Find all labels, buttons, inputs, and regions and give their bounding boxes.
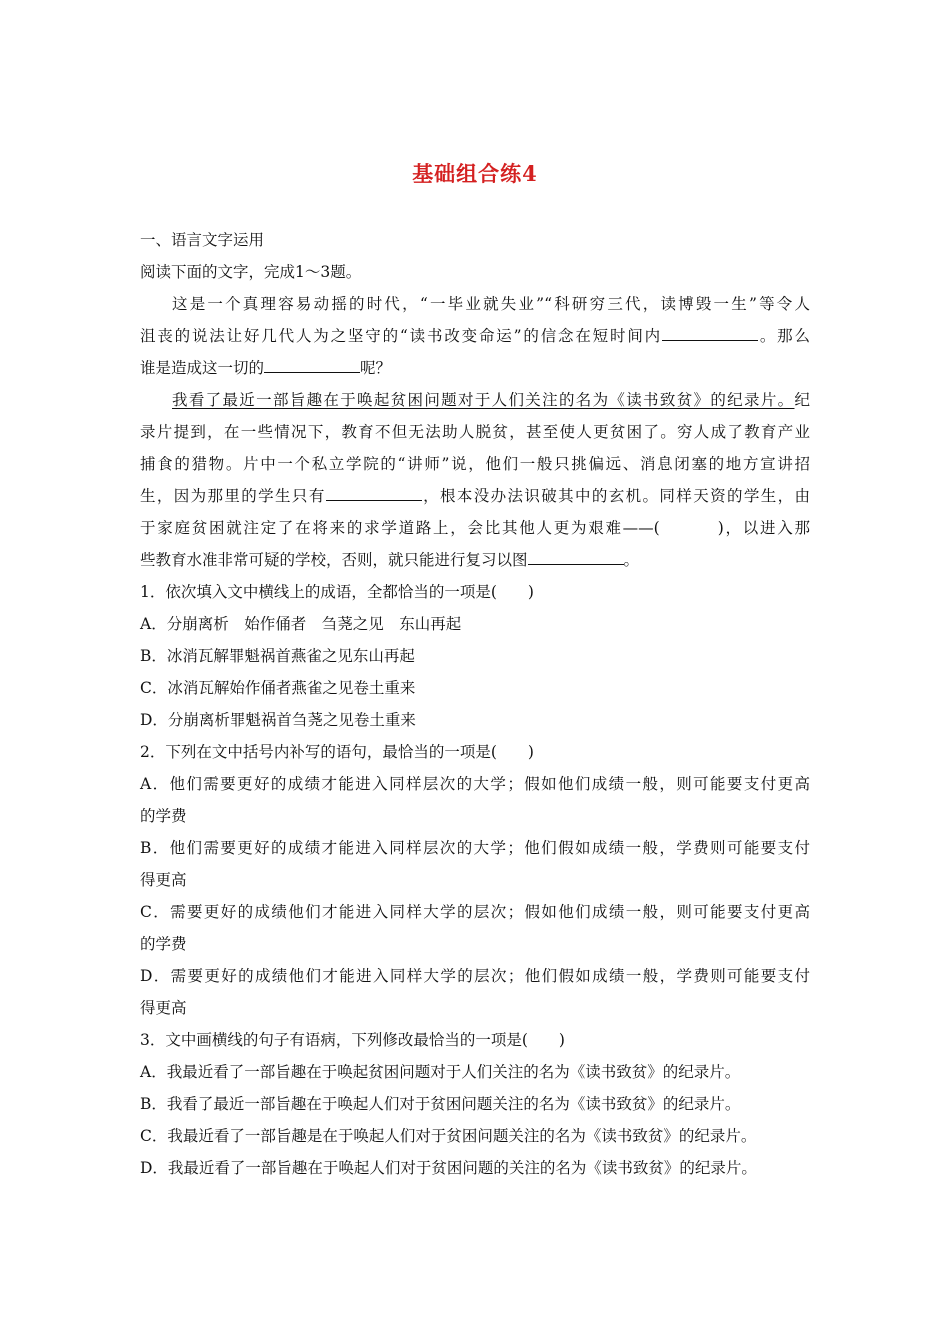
passage-line: 这是一个真理容易动摇的时代，“一毕业就失业”“科研穷三代，读博毁一生”等令人 — [172, 295, 810, 313]
question-2-option-a: A．他们需要更好的成绩才能进入同样层次的大学；假如他们成绩一般，则可能要支付更高 — [140, 775, 810, 793]
passage-text: 纪 — [794, 391, 810, 409]
passage-line — [140, 326, 810, 346]
question-3-option-c: C．我最近看了一部旨趣是在于唤起人们对于贫困问题关注的名为《读书致贫》的纪录片。 — [140, 1127, 757, 1145]
question-3-option-a: A．我最近看了一部旨趣在于唤起贫困问题对于人们关注的名为《读书致贫》的纪录片。 — [140, 1063, 741, 1081]
question-2-option-d: D．需要更好的成绩他们才能进入同样大学的层次；他们假如成绩一般，学费则可能要支付 — [140, 967, 810, 985]
question-2-option-a-cont: 的学费 — [140, 807, 187, 825]
question-2-option-d-cont: 得更高 — [140, 999, 187, 1017]
question-2-option-b: B．他们需要更好的成绩才能进入同样层次的大学；他们假如成绩一般，学费则可能要支付 — [140, 839, 810, 857]
question-2-option-c: C．需要更好的成绩他们才能进入同样大学的层次；假如他们成绩一般，则可能要支付更高 — [140, 903, 810, 921]
passage-text: )，以进入那 — [717, 519, 810, 537]
passage-text: ，根本没办法识破其中的玄机。同样天资的学生，由 — [421, 487, 810, 505]
fill-blank-3 — [326, 486, 422, 501]
question-3-stem: 3．文中画横线的句子有语病，下列修改最恰当的一项是( ) — [140, 1031, 565, 1049]
passage-line — [140, 358, 810, 378]
passage-text: 些教育水准非常可疑的学校，否则，就只能进行复习以图 — [140, 551, 528, 569]
fill-blank-1 — [662, 326, 758, 341]
question-1-option-c: C．冰消瓦解始作俑者燕雀之见卷土重来 — [140, 679, 416, 697]
question-3-option-b: B．我看了最近一部旨趣在于唤起人们对于贫困问题关注的名为《读书致贫》的纪录片。 — [140, 1095, 741, 1113]
fill-blank-2 — [264, 358, 360, 373]
passage-text: 沮丧的说法让好几代人为之坚守的“读书改变命运”的信念在短时间内 — [140, 327, 662, 345]
reading-instruction: 阅读下面的文字，完成1～3题。 — [140, 263, 362, 281]
question-1-stem: 1．依次填入文中横线上的成语，全都恰当的一项是( ) — [140, 583, 534, 601]
passage-line — [140, 550, 810, 570]
passage-text: 。 — [623, 551, 640, 569]
page-title: 基础组合练4 — [412, 161, 538, 186]
question-1-option-a: A．分崩离析 始作俑者 刍荛之见 东山再起 — [140, 615, 462, 633]
passage-text: 生，因为那里的学生只有 — [140, 487, 326, 505]
passage-line — [140, 518, 810, 538]
underlined-sentence: 我看了最近一部旨趣在于唤起贫困问题对于人们关注的名为《读书致贫》的纪录片。 — [172, 391, 795, 409]
question-1-option-d: D．分崩离析罪魁祸首刍荛之见卷土重来 — [140, 711, 416, 729]
passage-line — [172, 390, 810, 410]
passage-line: 捕食的猎物。片中一个私立学院的“讲师”说，他们一般只挑偏远、消息闭塞的地方宣讲招 — [140, 455, 810, 473]
question-2-option-b-cont: 得更高 — [140, 871, 187, 889]
question-1-option-b: B．冰消瓦解罪魁祸首燕雀之见东山再起 — [140, 647, 415, 665]
section-heading: 一、语言文字运用 — [140, 231, 265, 249]
question-2-option-c-cont: 的学费 — [140, 935, 187, 953]
passage-line — [140, 486, 810, 506]
question-3-option-d: D．我最近看了一部旨趣在于唤起人们对于贫困问题的关注的名为《读书致贫》的纪录片。 — [140, 1159, 757, 1177]
fill-blank-4 — [528, 550, 624, 565]
passage-text: 呢？ — [360, 359, 392, 377]
passage-text: 谁是造成这一切的 — [140, 359, 265, 377]
passage-text: 。那么 — [758, 327, 810, 345]
passage-line: 录片提到，在一些情况下，教育不但无法助人脱贫，甚至使人更贫困了。穷人成了教育产业 — [140, 423, 810, 441]
passage-text: 于家庭贫困就注定了在将来的求学道路上，会比其他人更为艰难——( — [140, 519, 660, 537]
question-2-stem: 2．下列在文中括号内补写的语句，最恰当的一项是( ) — [140, 743, 534, 761]
